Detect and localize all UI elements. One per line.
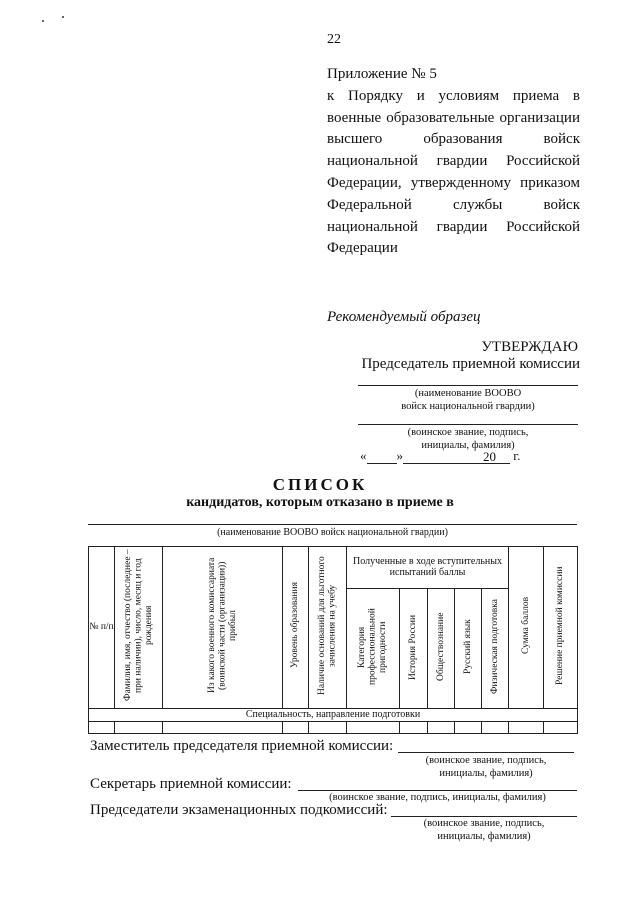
exam-chairs-label: Председатели экзаменационных подкомиссий: [90, 802, 388, 818]
org-caption-line-2: войск национальной гвардии) [401, 401, 535, 412]
header-total: Сумма баллов [509, 547, 544, 709]
org-name-line [358, 385, 578, 386]
date-open-quote: « [360, 448, 367, 463]
header-commissariat: Из какого военного комиссариата (воинской части (организации)) прибыл [163, 547, 283, 709]
table-cell [309, 722, 347, 734]
header-name: Фамилия, имя, отчество (последнее – при наличии), число, месяц и год рождения [115, 547, 163, 709]
list-org-caption: (наименование ВООВО войск национальной гвардии) [217, 527, 448, 538]
table-cell [544, 722, 578, 734]
recommended-sample-label: Рекомендуемый образец [327, 309, 481, 325]
header-history: История России [400, 589, 428, 709]
table-cell [400, 722, 428, 734]
secretary-label: Секретарь приемной комиссии: [90, 776, 292, 792]
org-caption [358, 387, 578, 413]
header-education: Уровень образования [283, 547, 309, 709]
table-cell [89, 722, 115, 734]
appendix-body: к Порядку и условиям приема в военные образовательные организации высшего образования войск национальной гвардии Российской Федерации, утвержденному приказом Федеральной службы войск национальной гвардии Российской Федерации [327, 87, 580, 257]
date-day-blank [367, 449, 397, 464]
date-year-suffix: г. [513, 448, 521, 463]
date-year-prefix: 20 [483, 449, 496, 464]
date-close-quote: » [396, 448, 403, 463]
header-exam-scores-group: Полученные в ходе вступительных испытаний баллы [347, 547, 509, 589]
header-category: Категория профессиональной пригодности [347, 589, 400, 709]
header-decision: Решение приемной комиссии [544, 547, 578, 709]
header-physical: Физическая подготовка [482, 589, 509, 709]
table-cell [115, 722, 163, 734]
scan-speck [42, 20, 44, 22]
table-cell [347, 722, 400, 734]
list-subtitle: кандидатов, которым отказано в приеме в [186, 495, 454, 510]
list-title: СПИСОК [272, 475, 368, 494]
appendix-block [327, 64, 580, 260]
table-cell [428, 722, 455, 734]
rank-signature-line [358, 424, 578, 425]
header-russian: Русский язык [455, 589, 482, 709]
exam-chairs-caption [391, 817, 577, 843]
secretary-caption: (воинское звание, подпись, инициалы, фамилия) [329, 792, 546, 803]
exam-chairs-caption-line-1: (воинское звание, подпись, [423, 818, 545, 829]
date-month-blank [403, 449, 483, 464]
chairman-title: Председатель приемной комиссии [361, 356, 580, 372]
org-caption-line-1: (наименование ВООВО [414, 388, 522, 399]
header-social: Обществознание [428, 589, 455, 709]
deputy-caption-line-1: (воинское звание, подпись, [425, 755, 547, 766]
table-cell [163, 722, 283, 734]
approve-heading: УТВЕРЖДАЮ [481, 339, 578, 355]
date-year-blank [496, 449, 510, 464]
approval-date [360, 448, 520, 464]
list-org-line [88, 524, 577, 525]
deputy-caption [398, 754, 574, 780]
table-cell [509, 722, 544, 734]
deputy-signature-line [398, 752, 574, 753]
table-cell [455, 722, 482, 734]
rank-caption-line-1: (воинское звание, подпись, [407, 427, 529, 438]
specialty-row: Специальность, направление подготовки [89, 709, 578, 722]
page-number: 22 [327, 32, 341, 47]
appendix-title: Приложение № 5 [327, 66, 437, 82]
header-benefits: Наличие оснований для льготного зачисления на учебу [309, 547, 347, 709]
deputy-chairman-label: Заместитель председателя приемной комиссии: [90, 738, 394, 754]
table-cell [283, 722, 309, 734]
deputy-caption-line-2: инициалы, фамилия) [439, 768, 533, 779]
table-cell [482, 722, 509, 734]
rank-caption-line-2: инициалы, фамилия) [421, 440, 515, 451]
exam-chairs-caption-line-2: инициалы, фамилия) [437, 831, 531, 842]
scan-speck [62, 16, 64, 18]
header-number: № п/п [89, 547, 115, 709]
candidates-table [88, 546, 578, 734]
